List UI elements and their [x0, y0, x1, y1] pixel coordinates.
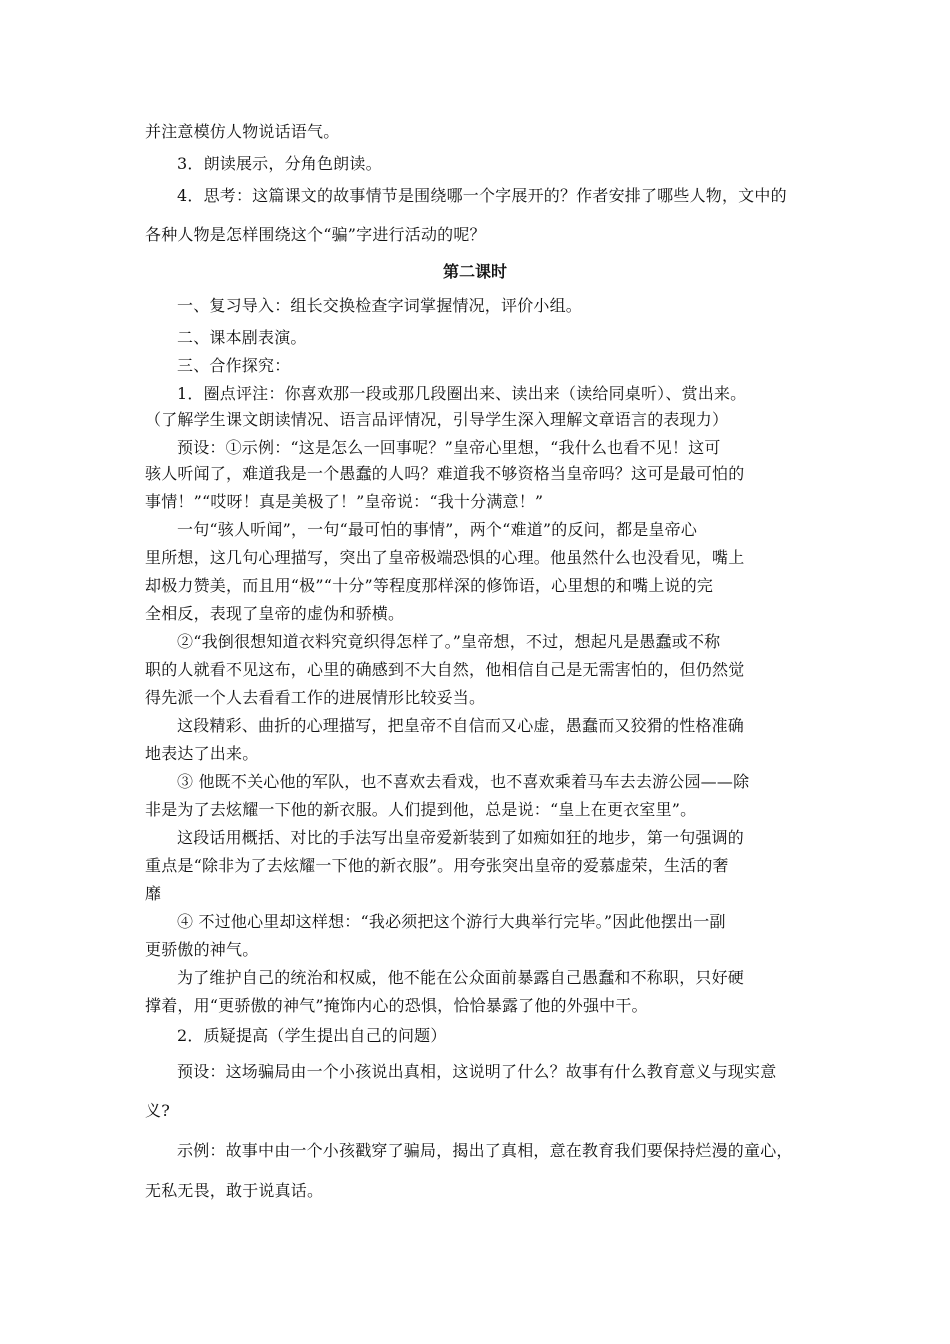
- text-line: 义?: [145, 1101, 170, 1120]
- text-line: 事情！”“哎呀！真是美极了！”皇帝说：“我十分满意！”: [145, 492, 544, 511]
- text-line: 各种人物是怎样围绕这个“骗”字进行活动的呢？: [145, 225, 486, 244]
- text-line: 骇人听闻了，难道我是一个愚蠢的人吗？难道我不够资格当皇帝吗？这可是最可怕的: [145, 464, 745, 483]
- text-line: 职的人就看不见这布，心里的确感到不大自然，他相信自己是无需害怕的，但仍然觉: [145, 660, 745, 679]
- text-line: 这段话用概括、对比的手法写出皇帝爱新装到了如痴如狂的地步，第一句强调的: [177, 828, 745, 847]
- text-line: 为了维护自己的统治和权威，他不能在公众面前暴露自己愚蠢和不称职，只好硬: [177, 968, 745, 987]
- text-line: 1．圈点评注：你喜欢那一段或那几段圈出来、读出来（读给同桌听）、赏出来。: [177, 384, 747, 403]
- text-line: 地表达了出来。: [145, 744, 259, 763]
- section-title: 第二课时: [442, 262, 507, 281]
- text-line: （了解学生课文朗读情况、语言品评情况，引导学生深入理解文章语言的表现力）: [145, 410, 729, 429]
- text-line: 预设：①示例：“这是怎么一回事呢？”皇帝心里想，“我什么也看不见！这可: [177, 438, 721, 457]
- text-line: 三、合作探究：: [177, 356, 291, 375]
- text-line: 二、课本剧表演。: [177, 328, 307, 347]
- text-line: ②“我倒很想知道衣料究竟织得怎样了。”皇帝想，不过，想起凡是愚蠢或不称: [177, 632, 721, 651]
- text-line: 却极力赞美，而且用“极”“十分”等程度那样深的修饰语，心里想的和嘴上说的完: [145, 576, 714, 595]
- text-line: 更骄傲的神气。: [145, 940, 259, 959]
- text-line: 这段精彩、曲折的心理描写，把皇帝不自信而又心虚，愚蠢而又狡猾的性格准确: [177, 716, 745, 735]
- text-line: 预设：这场骗局由一个小孩说出真相，这说明了什么？故事有什么教育意义与现实意: [177, 1062, 777, 1081]
- text-line: 撑着，用“更骄傲的神气”掩饰内心的恐惧，恰恰暴露了他的外强中干。: [145, 996, 648, 1015]
- text-line: 靡: [145, 884, 162, 903]
- text-line: 并注意模仿人物说话语气。: [145, 122, 340, 141]
- text-line: 里所想，这几句心理描写，突出了皇帝极端恐惧的心理。他虽然什么也没看见，嘴上: [145, 548, 745, 567]
- text-line: 一句“骇人听闻”，一句“最可怕的事情”，两个“难道”的反问，都是皇帝心: [177, 520, 698, 539]
- text-line: 无私无畏，敢于说真话。: [145, 1181, 324, 1200]
- text-line: 一、复习导入：组长交换检查字词掌握情况，评价小组。: [177, 296, 583, 315]
- text-line: 3．朗读展示，分角色朗读。: [177, 154, 382, 173]
- text-line: 2．质疑提高（学生提出自己的问题）: [177, 1026, 447, 1045]
- text-line: 非是为了去炫耀一下他的新衣服。人们提到他，总是说：“皇上在更衣室里”。: [145, 800, 697, 819]
- text-line: 示例：故事中由一个小孩戳穿了骗局，揭出了真相，意在教育我们要保持烂漫的童心，: [177, 1141, 793, 1160]
- text-line: 4．思考：这篇课文的故事情节是围绕哪一个字展开的？作者安排了哪些人物，文中的: [177, 186, 787, 205]
- text-line: 得先派一个人去看看工作的进展情形比较妥当。: [145, 688, 486, 707]
- text-line: 重点是“除非为了去炫耀一下他的新衣服”。用夸张突出皇帝的爱慕虚荣，生活的奢: [145, 856, 729, 875]
- text-line: ③ 他既不关心他的军队，也不喜欢去看戏，也不喜欢乘着马车去去游公园——除: [177, 772, 750, 791]
- text-line: 全相反，表现了皇帝的虚伪和骄横。: [145, 604, 405, 623]
- text-line: ④ 不过他心里却这样想：“我必须把这个游行大典举行完毕。”因此他摆出一副: [177, 912, 726, 931]
